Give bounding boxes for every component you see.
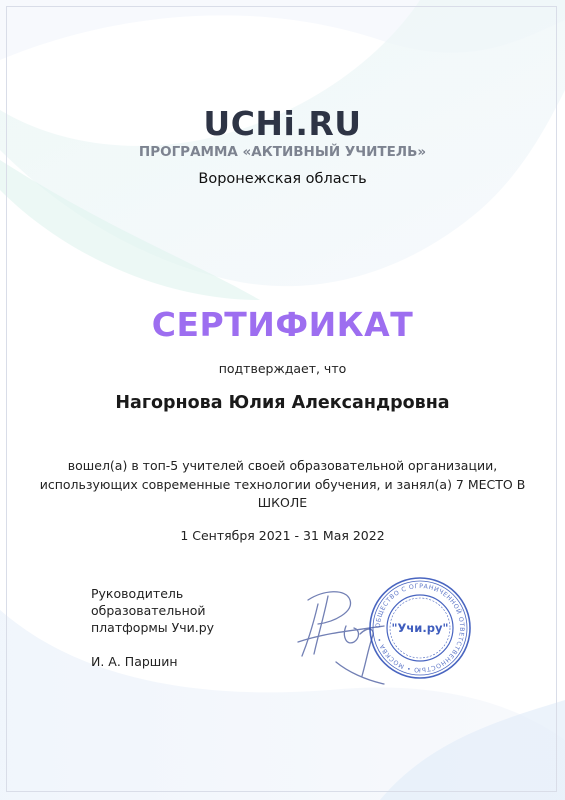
program-title: ПРОГРАММА «АКТИВНЫЙ УЧИТЕЛЬ» xyxy=(138,144,427,160)
confirms-text: подтверждает, что xyxy=(218,361,347,376)
achievement-text: вошел(а) в топ-5 учителей своей образовательной организации, использующих современные технологии обучения, и занял(а) 7 МЕСТО В ШКОЛЕ xyxy=(39,458,526,510)
signer-name: И. А. Паршин xyxy=(91,654,178,669)
certificate-title: СЕРТИФИКАТ xyxy=(151,305,414,344)
stamp-center-text: "Учи.ру" xyxy=(391,621,449,635)
signer-position: Руководитель образовательной платформы Учи.ру xyxy=(91,586,215,635)
official-stamp xyxy=(366,574,474,682)
svg-text:ОБЩЕСТВО С ОГРАНИЧЕННОЙ ОТВЕТС: ОБЩЕСТВО С ОГРАНИЧЕННОЙ ОТВЕТСТВЕННОСТЬЮ • МОСКВА • xyxy=(374,582,466,674)
uchi-ru-logo: UCHi.RU xyxy=(203,104,362,143)
recipient-name: Нагорнова Юлия Александровна xyxy=(115,393,450,413)
region-label: Воронежская область xyxy=(198,171,367,187)
period-dates: 1 Сентября 2021 - 31 Мая 2022 xyxy=(180,528,385,543)
